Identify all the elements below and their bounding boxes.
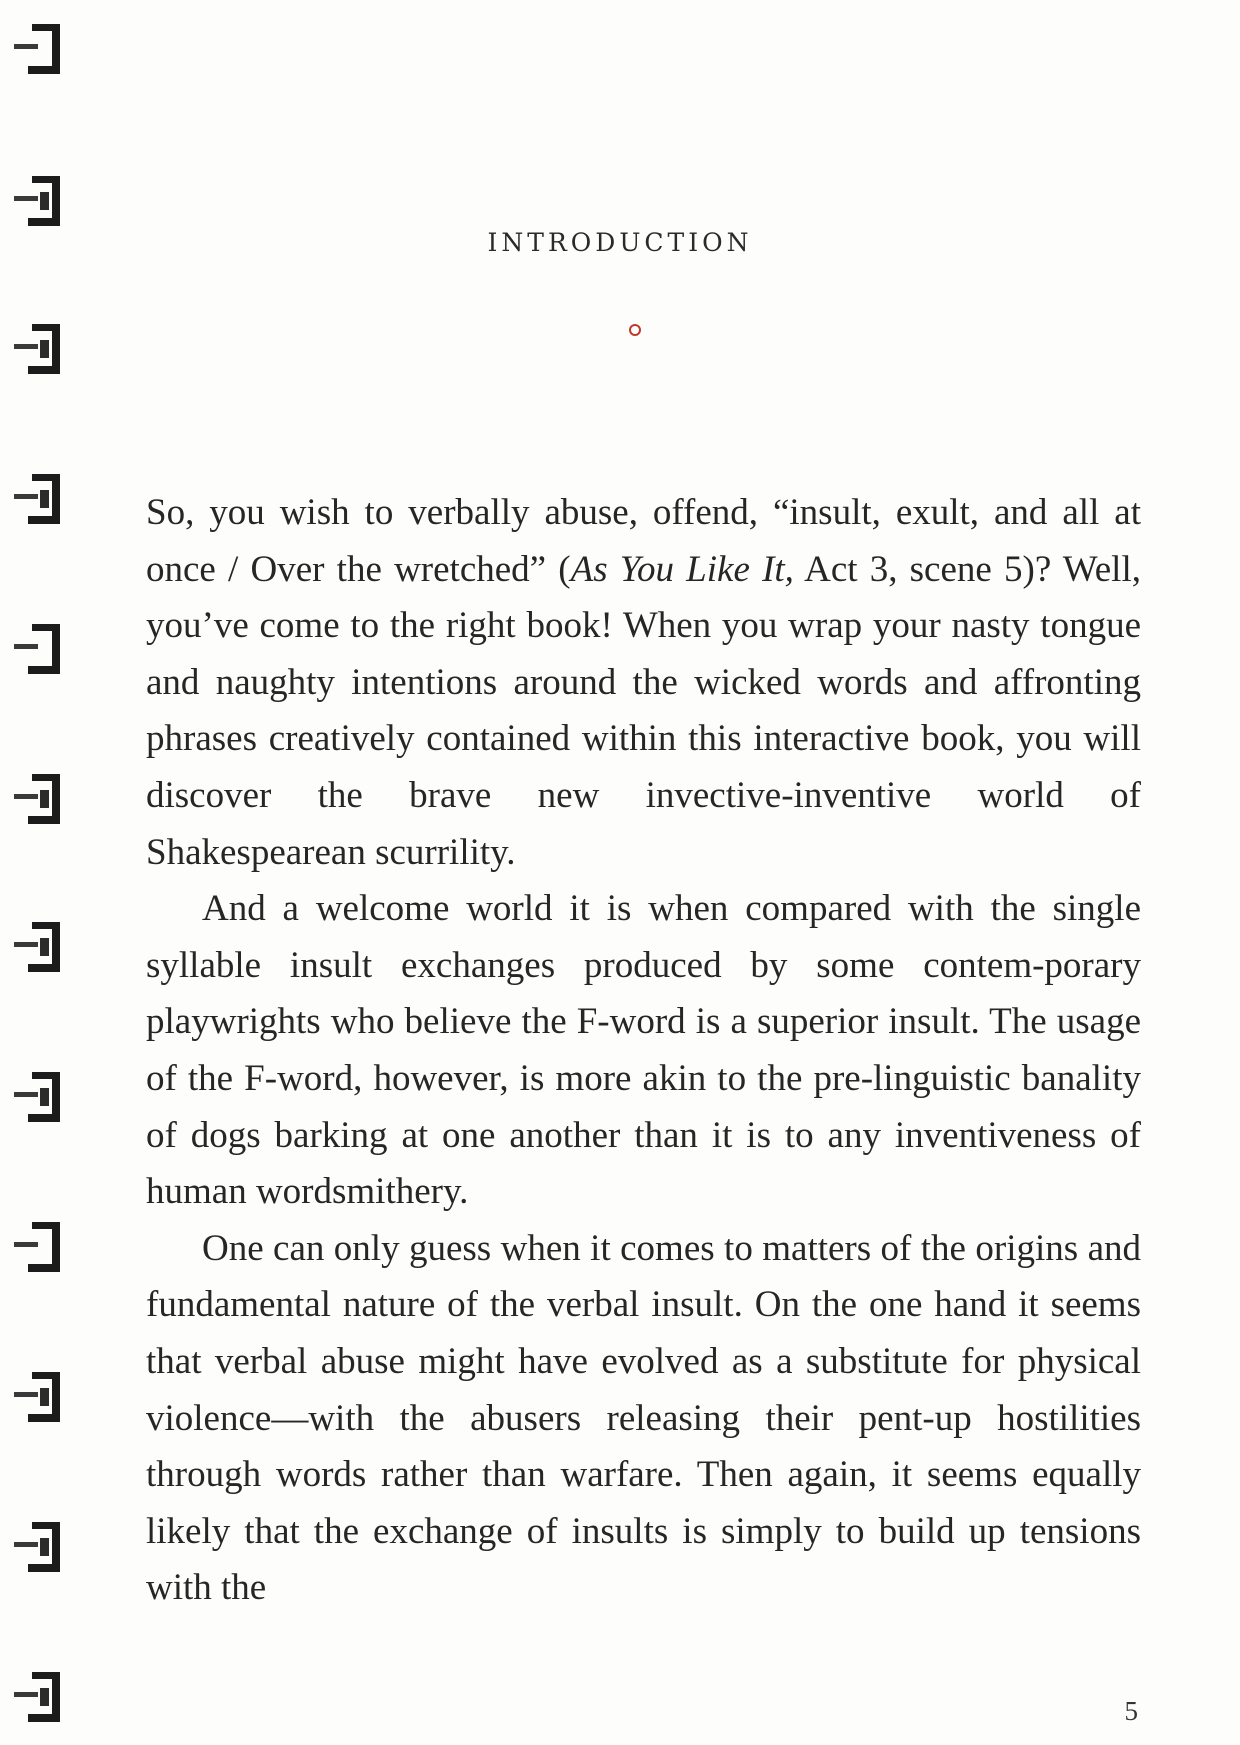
chapter-heading: INTRODUCTION (487, 228, 753, 257)
binding-ring (14, 470, 60, 528)
play-title: As You Like It, (570, 548, 794, 590)
paragraph-1 (146, 485, 1141, 881)
binding-ring (14, 620, 60, 678)
binding-ring (14, 1218, 60, 1276)
page-number: 5 (1124, 1696, 1138, 1726)
body-text (146, 485, 1141, 1617)
binding-ring (14, 1068, 60, 1126)
binding-ring (14, 770, 60, 828)
binding-ring (14, 918, 60, 976)
paragraph-2: And a welcome world it is when compared with the single syllable insult exchanges produced by some contem-porary playwrights who believe the F-word is a superior insult. The usage of the F-word, however, is more akin to the pre-linguistic banality of dogs barking at one another than it is to any inventiveness of human wordsmithery. (146, 888, 1141, 1213)
spiral-binding (0, 0, 80, 1745)
binding-ring (14, 172, 60, 230)
binding-ring (14, 1518, 60, 1576)
paragraph-1-text-b: Act 3, scene 5)? Well, you’ve come to the right book! When you wrap your nasty tongue and naughty intentions around the wicked words and affronting phrases creatively contained within this interactive book, you will discover the brave new invective-inventive world of Shakespearean scurrility. (146, 548, 1141, 873)
binding-ring (14, 320, 60, 378)
paragraph-3: One can only guess when it comes to matters of the origins and fundamental nature of the verbal insult. On the one hand it seems that verbal abuse might have evolved as a substitute for physical violence—with the abusers releasing their pent-up hostilities through words rather than warfare. Then again, it seems equally likely that the exchange of insults is simply to build up tensions with the (146, 1227, 1141, 1609)
binding-ring (14, 1668, 60, 1726)
ornament-dot (630, 325, 640, 335)
paragraph-1-text-a: So, you wish to verbally abuse, offend, “insult, exult, and all at once / Over the wretched” ( (146, 492, 1141, 590)
binding-ring (14, 1368, 60, 1426)
ornament-divider (390, 322, 880, 338)
binding-ring (14, 20, 60, 78)
